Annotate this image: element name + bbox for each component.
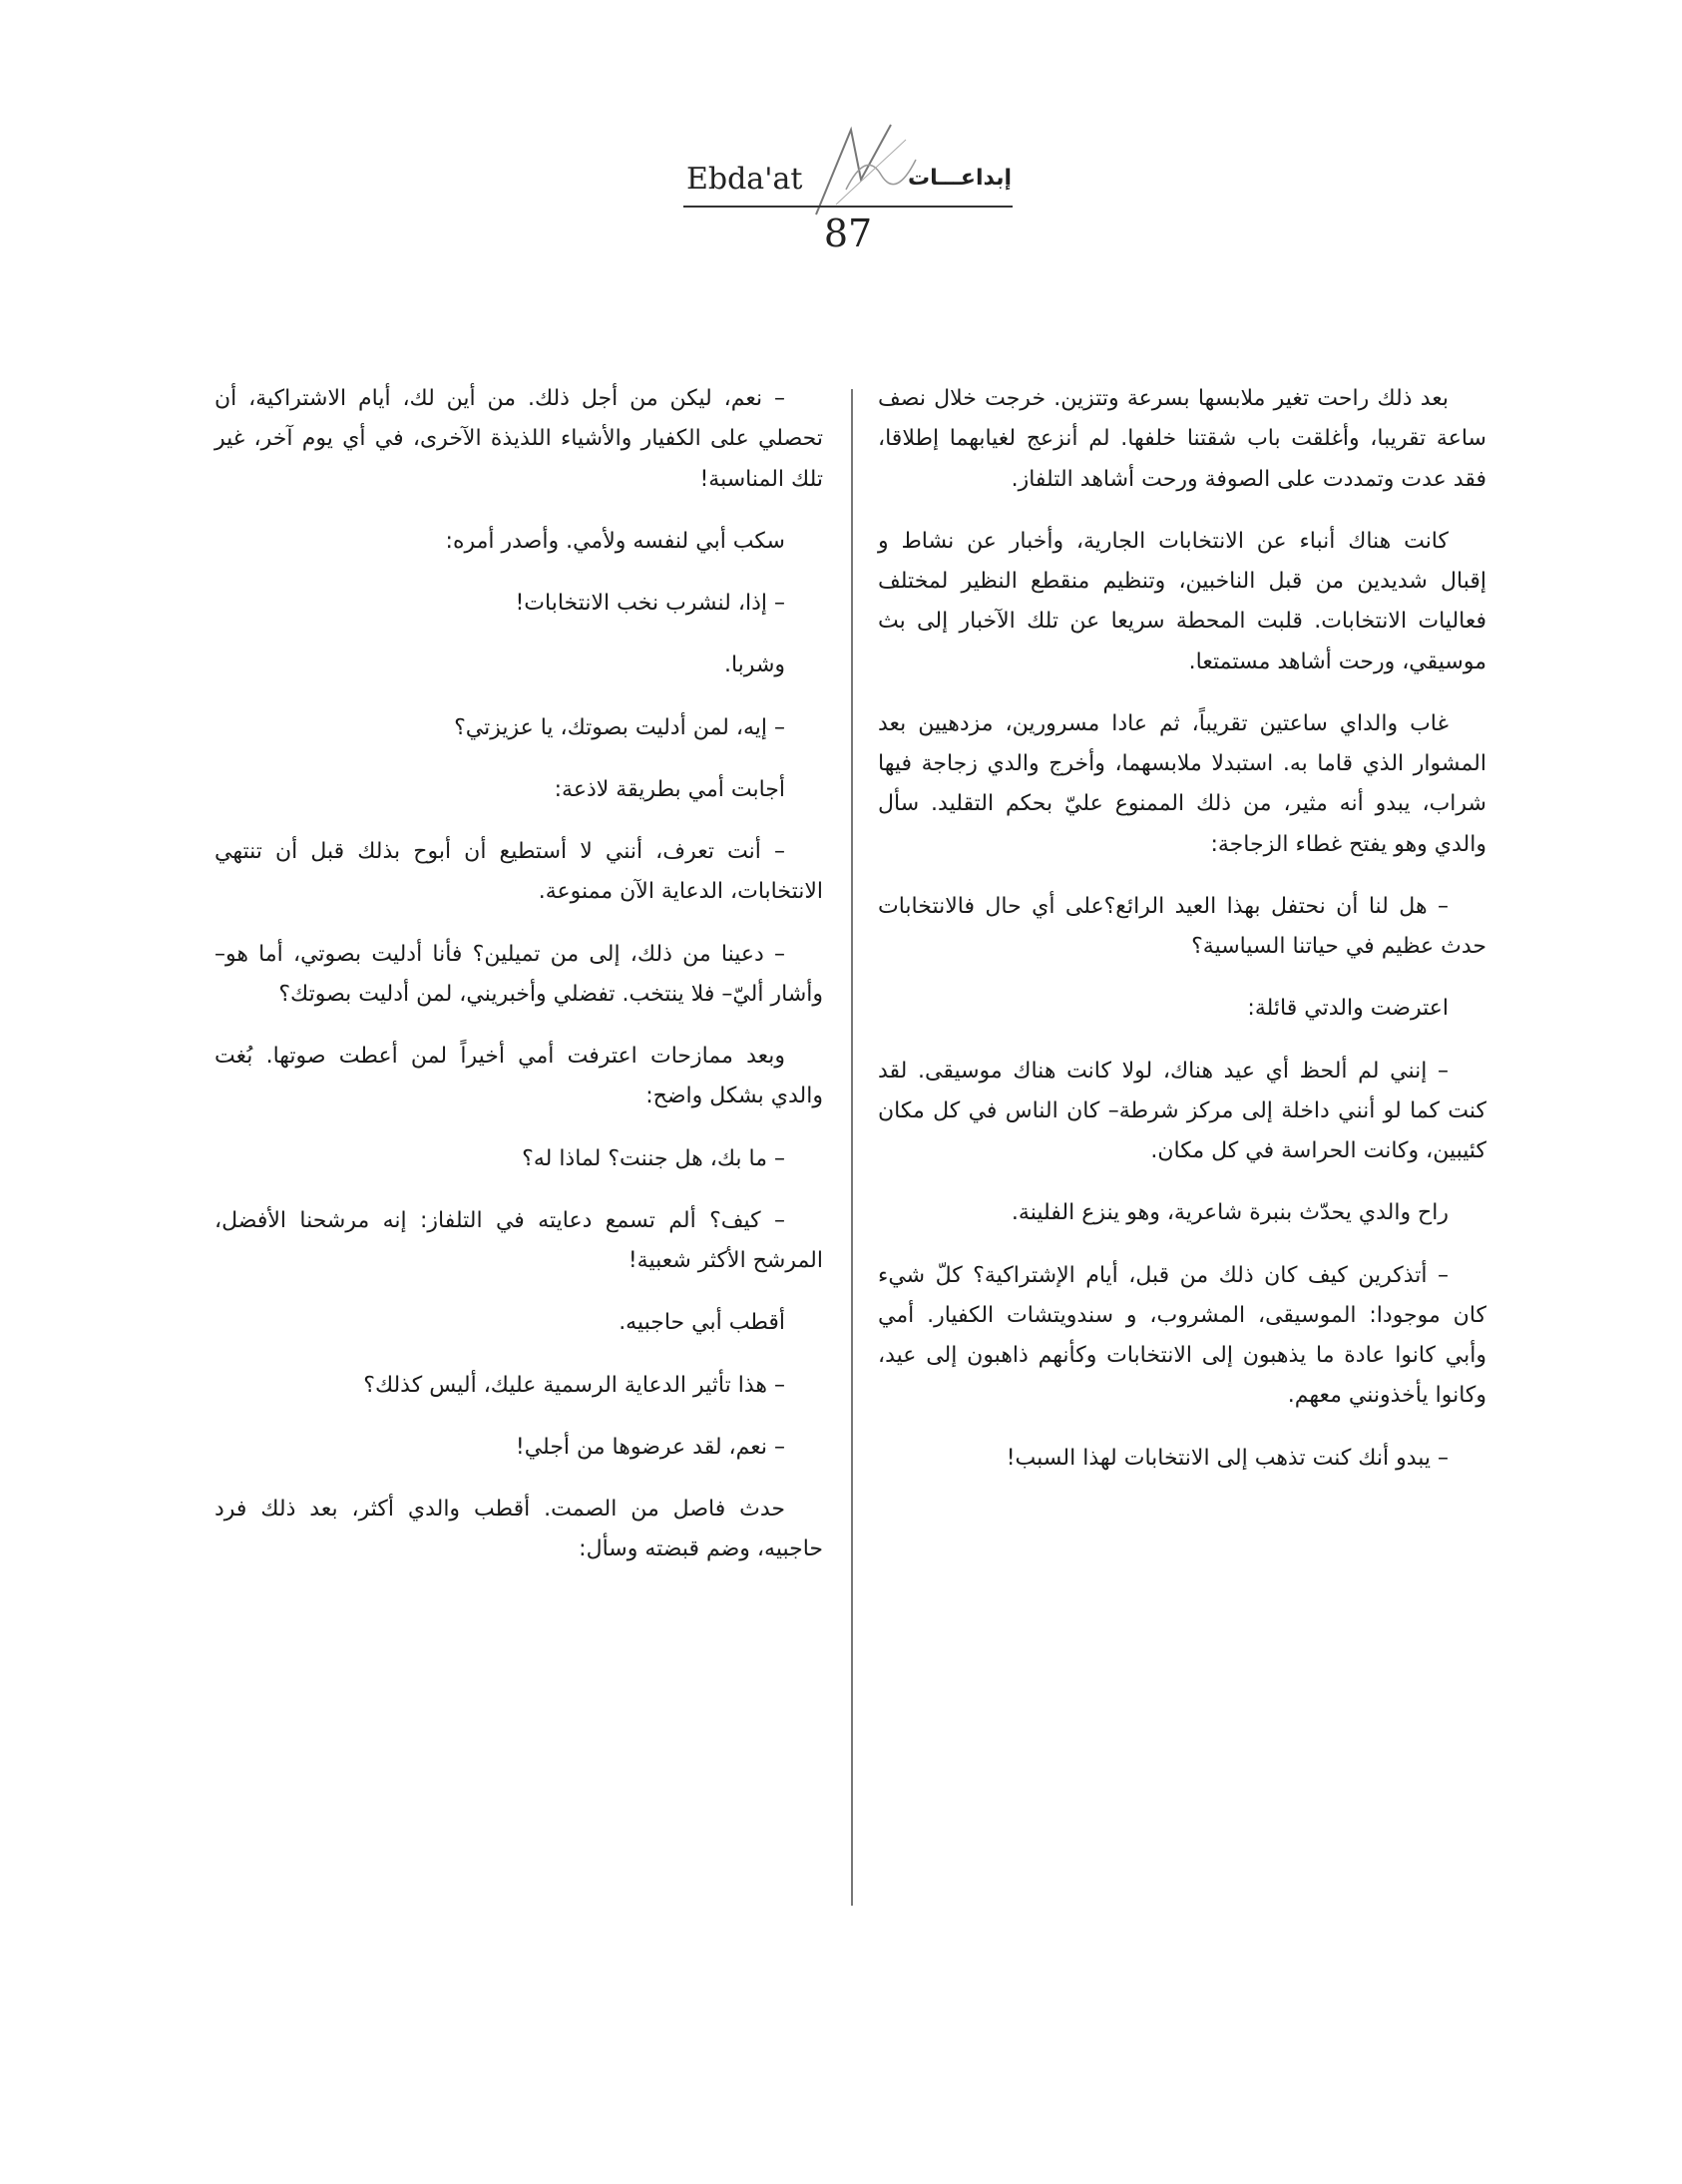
paragraph: – أتذكرين كيف كان ذلك من قبل، أيام الإشتراكية؟ كلّ شيء كان موجودا: الموسيقى، المشروب، و سندويتشات الكفيار. أمي وأبي كانوا عادة ما يذهبون إلى الانتخابات وكأنهم ذاهبون إلى عيد، وكانوا يأخذونني معهم. [878, 1262, 1486, 1409]
header-rule [683, 206, 1013, 208]
paragraph: – كيف؟ ألم تسمع دعايته في التلفاز: إنه مرشحنا الأفضل، المرشح الأكثر شعبية! [214, 1207, 823, 1273]
paragraph: – هل لنا أن نحتفل بهذا العيد الرائع؟على أي حال فالانتخابات حدث عظيم في حياتنا السياسية؟ [878, 893, 1486, 959]
paragraph: – يبدو أنك كنت تذهب إلى الانتخابات لهذا السبب! [1006, 1445, 1449, 1471]
paragraph: بعد ذلك راحت تغير ملابسها بسرعة وتتزين. خرجت خلال نصف ساعة تقريبا، وأغلقت باب شقتنا خلفها. لم أنزعج لغيابهما إطلاقا، فقد عدت وتمددت على الصوفة ورحت أشاهد التلفاز. [878, 386, 1486, 492]
paragraph: – أنت تعرف، أنني لا أستطيع أن أبوح بذلك قبل أن تنتهي الانتخابات، الدعاية الآن ممنوعة. [214, 839, 823, 905]
paragraph: أجابت أمي بطريقة لاذعة: [554, 776, 785, 802]
paragraph: وشربا. [723, 653, 785, 678]
page-number: 87 [823, 212, 873, 255]
paragraph: – إذا، لنشرب نخب الانتخابات! [515, 591, 785, 616]
paragraph: حدث فاصل من الصمت. أقطب والدي أكثر، بعد ذلك فرد حاجبيه، وضم قبضته وسأل: [214, 1497, 823, 1562]
paragraph: – نعم، ليكن من أجل ذلك. من أين لك، أيام الاشتراكية، أن تحصلي على الكفيار والأشياء اللذيذة الآخرى، في أي يوم آخر، غير تلك المناسبة! [214, 386, 823, 492]
paragraph: أقطب أبي حاجبيه. [619, 1310, 785, 1336]
paragraph: سكب أبي لنفسه ولأمي. وأصدر أمره: [445, 528, 785, 554]
paragraph: – إيه، لمن أدليت بصوتك، يا عزيزتي؟ [454, 714, 785, 740]
page-header [0, 100, 1682, 269]
paragraph: – هذا تأثير الدعاية الرسمية عليك، أليس كذلك؟ [363, 1372, 785, 1398]
journal-title-arabic: إبداعـــات [908, 166, 1013, 191]
paragraph: وبعد ممازحات اعترفت أمي أخيراً لمن أعطت صوتها. بُغت والدي بشكل واضح: [214, 1044, 823, 1109]
paragraph: كانت هناك أنباء عن الانتخابات الجارية، وأخبار عن نشاط و إقبال شديدين من قبل الناخبين، وتنظيم منقطع النظير لمختلف فعاليات الانتخابات. قلبت المحطة سريعا عن تلك الآخبار إلى بث موسيقي، ورحت أشاهد مستمتعا. [878, 528, 1486, 674]
paragraph: – دعينا من ذلك، إلى من تميلين؟ فأنا أدليت بصوتي، أما هو– وأشار أليّ– فلا ينتخب. تفضلي وأخبريني، لمن أدليت بصوتك؟ [214, 941, 823, 1007]
column-divider [851, 389, 853, 1906]
text-column-right [878, 379, 1486, 1501]
paragraph: راح والدي يحدّث بنبرة شاعرية، وهو ينزع الفلينة. [1011, 1200, 1449, 1226]
paragraph: اعترضت والدتي قائلة: [1247, 996, 1449, 1022]
paragraph: – ما بك، هل جننت؟ لماذا له؟ [522, 1145, 785, 1171]
text-column-left [214, 379, 823, 1592]
paragraph: – نعم، لقد عرضوها من أجلي! [515, 1434, 785, 1460]
paragraph: غاب والداي ساعتين تقريباً، ثم عادا مسرورين، مزدهيين بعد المشوار الذي قاما به. استبدلا ملابسهما، وأخرج والدي زجاجة فيها شراب، يبدو أنه مثير، من ذلك الممنوع عليّ بحكم التقليد. سأل والدي وهو يفتح غطاء الزجاجة: [878, 710, 1486, 857]
paragraph: – إنني لم ألحظ أي عيد هناك، لولا كانت هناك موسيقى. لقد كنت كما لو أنني داخلة إلى مركز شرطة– كان الناس في كل مكان كئيبين، وكانت الحراسة في كل مكان. [878, 1058, 1486, 1163]
journal-title-latin: Ebda'at [686, 162, 803, 197]
